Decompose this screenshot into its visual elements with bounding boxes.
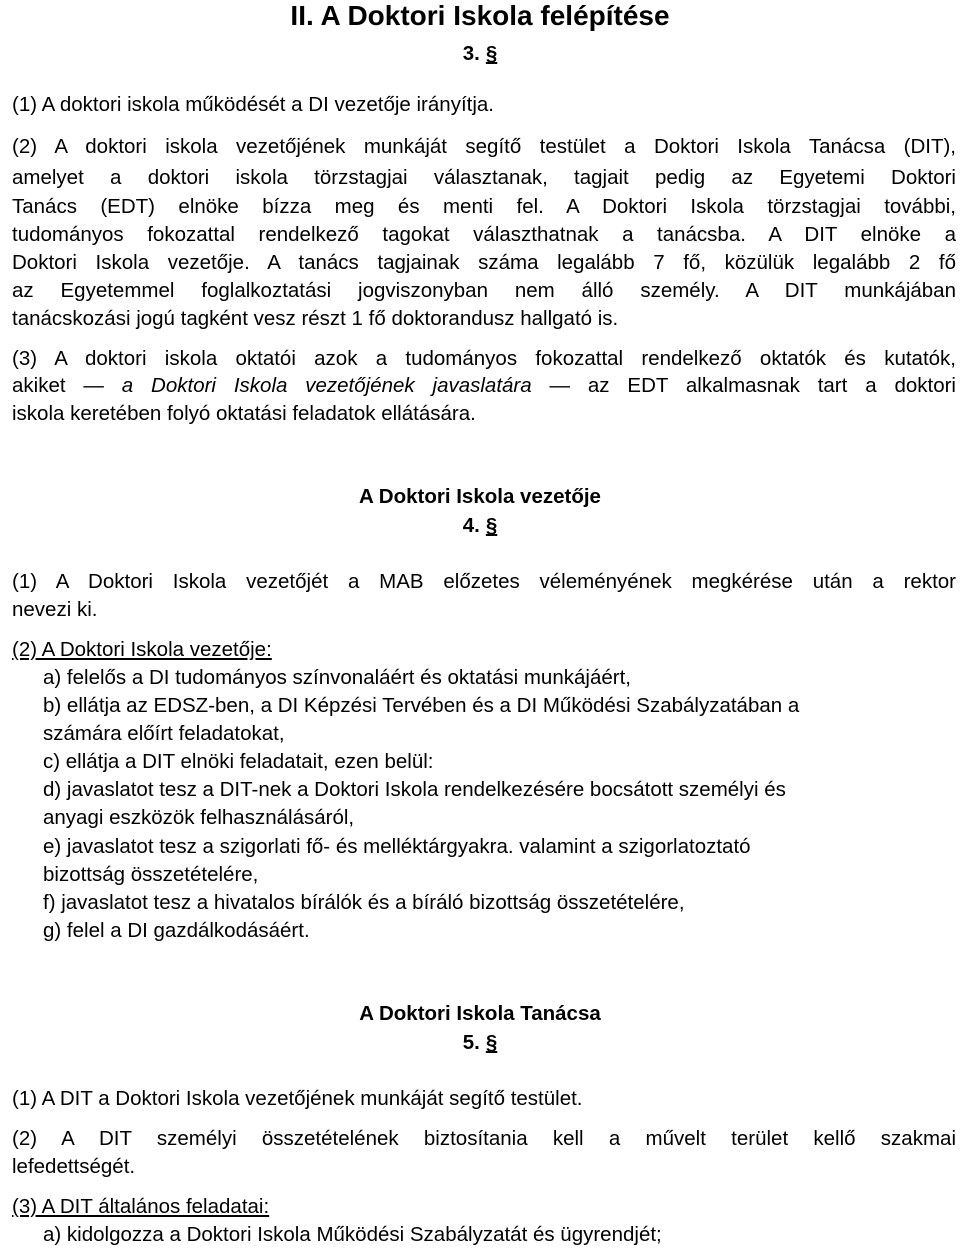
paragraph-5-2-line: lefedettségét. xyxy=(12,1155,136,1178)
section-heading-5: A Doktori Iskola Tanácsa xyxy=(359,1002,601,1025)
list-item: számára előírt feladatokat, xyxy=(43,722,285,745)
page-title: II. A Doktori Iskola felépítése xyxy=(290,0,670,31)
section-number-3 xyxy=(0,41,960,67)
list-item: a) kidolgozza a Doktori Iskola Működési Szabályzatát és ügyrendjét; xyxy=(43,1223,662,1246)
paragraph-4-1-line: nevezi ki. xyxy=(12,598,98,621)
paragraph-5-1: (1) A DIT a Doktori Iskola vezetőjének munkáját segítő testület. xyxy=(12,1087,583,1110)
list-item: d) javaslatot tesz a DIT-nek a Doktori Iskola rendelkezésére bocsátott személyi és xyxy=(43,778,786,801)
section-num: 4. xyxy=(462,514,480,537)
underlined-text: (3) A DIT általános feladatai: xyxy=(12,1195,270,1218)
paragraph-4-1-line: (1) A Doktori Iskola vezetőjét a MAB előzetes véleményének megkérése után a rektor xyxy=(12,570,956,593)
paragraph-sign: § xyxy=(485,1031,498,1054)
list-item: a) felelős a DI tudományos színvonaláért és oktatási munkájáért, xyxy=(43,666,631,689)
paragraph-3-2-line: tudományos fokozattal rendelkező tagokat választhatnak a tanácsba. A DIT elnöke a xyxy=(12,223,956,246)
section-num: 3. xyxy=(462,42,480,65)
paragraph-5-3-intro xyxy=(12,1194,956,1220)
list-item: b) ellátja az EDSZ-ben, a DI Képzési Tervében és a DI Működési Szabályzatában a xyxy=(43,694,800,717)
paragraph-3-2-line: az Egyetemmel foglalkoztatási jogviszonyban nem álló személy. A DIT munkájában xyxy=(12,279,956,302)
paragraph-5-2-line: (2) A DIT személyi összetételének biztosítania kell a művelt terület kellő szakmai xyxy=(12,1127,956,1150)
paragraph-3-2-line: amelyet a doktori iskola törzstagjai választanak, tagjait pedig az Egyetemi Doktori xyxy=(12,166,956,189)
paragraph-sign: § xyxy=(485,42,498,65)
section-number-4 xyxy=(0,513,960,539)
paragraph-3-2-line: Doktori Iskola vezetője. A tanács tagjainak száma legalább 7 fő, közülük legalább 2 fő xyxy=(12,251,956,274)
paragraph-3-3-line: (3) A doktori iskola oktatói azok a tudományos fokozattal rendelkező oktatók és kutatók, xyxy=(12,347,956,370)
paragraph-3-2-line: Tanács (EDT) elnöke bízza meg és menti fel. A Doktori Iskola törzstagjai további, xyxy=(12,195,956,218)
list-item: e) javaslatot tesz a szigorlati fő- és melléktárgyakra. valamint a szigorlatoztató xyxy=(43,835,751,858)
list-item: bizottság összetételére, xyxy=(43,863,259,886)
paragraph-3-1: (1) A doktori iskola működését a DI vezetője irányítja. xyxy=(12,93,494,116)
italic-text: a Doktori Iskola vezetőjének javaslatára xyxy=(121,374,532,397)
paragraph-3-2-line: tanácskozási jogú tagként vesz részt 1 fő doktorandusz hallgató is. xyxy=(12,307,619,330)
underlined-text: (2) A Doktori Iskola vezetője: xyxy=(12,638,272,661)
paragraph-3-3-line: iskola keretében folyó oktatási feladatok ellátására. xyxy=(12,402,476,425)
list-item: f) javaslatot tesz a hivatalos bírálók és a bíráló bizottság összetételére, xyxy=(43,891,685,914)
list-item: anyagi eszközök felhasználásáról, xyxy=(43,806,355,829)
text: akiket — xyxy=(12,374,122,397)
section-heading-4: A Doktori Iskola vezetője xyxy=(359,485,601,508)
paragraph-sign: § xyxy=(485,514,498,537)
text: — az EDT alkalmasnak tart a doktori xyxy=(531,374,956,397)
section-num: 5. xyxy=(462,1031,480,1054)
paragraph-4-2-intro xyxy=(12,637,956,663)
list-item: g) felel a DI gazdálkodásáért. xyxy=(43,919,310,942)
paragraph-3-3-line xyxy=(12,373,956,399)
list-item: c) ellátja a DIT elnöki feladatait, ezen belül: xyxy=(43,750,434,773)
section-number-5 xyxy=(0,1030,960,1056)
paragraph-3-2-line: (2) A doktori iskola vezetőjének munkáját segítő testület a Doktori Iskola Tanácsa (DIT), xyxy=(12,135,956,158)
